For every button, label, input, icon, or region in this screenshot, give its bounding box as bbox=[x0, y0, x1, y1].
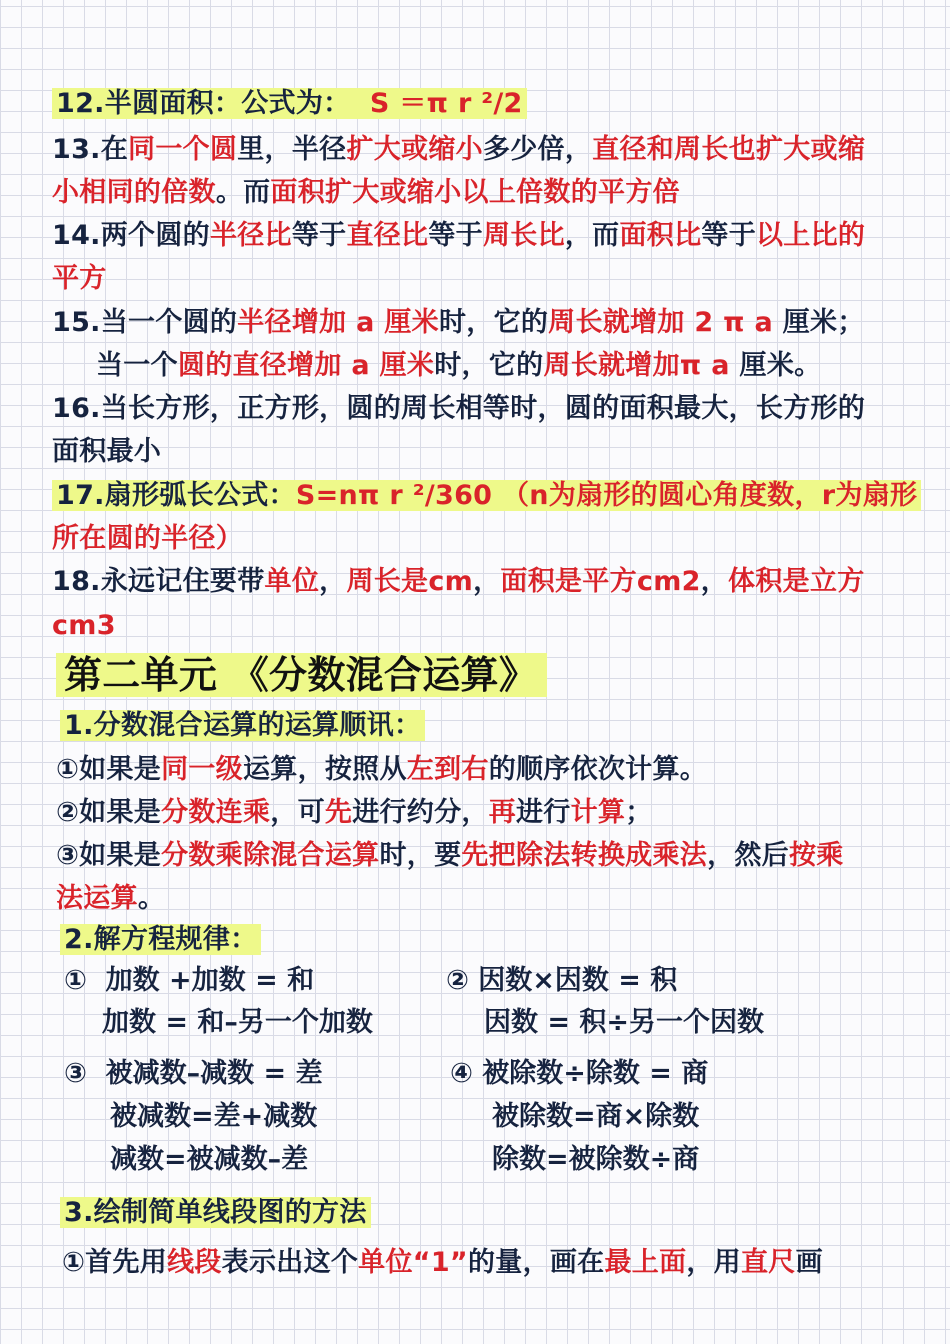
plain-text: ③如果是 bbox=[56, 840, 162, 871]
line-text bbox=[52, 610, 116, 641]
plain-text: ， bbox=[473, 566, 501, 597]
plain-text: 13.在 bbox=[52, 134, 129, 165]
note-line bbox=[56, 750, 707, 790]
note-line bbox=[60, 920, 261, 960]
line-text bbox=[56, 754, 707, 785]
line-text bbox=[52, 566, 865, 597]
emphasis-text: 圆的直径增加 a 厘米 bbox=[177, 350, 435, 381]
emphasis-text: 周长是cm bbox=[346, 566, 474, 597]
plain-text: 进行约分， bbox=[352, 797, 489, 828]
emphasis-text: 再 bbox=[488, 797, 516, 828]
plain-text: 的顺序依次计算。 bbox=[488, 754, 708, 785]
note-line bbox=[52, 303, 865, 343]
plain-text: ①如果是 bbox=[56, 754, 162, 785]
emphasis-text: 体积是立方 bbox=[728, 566, 865, 597]
line-text bbox=[52, 307, 865, 338]
emphasis-text: 周长就增加π a bbox=[543, 350, 730, 381]
emphasis-text: 小相同的倍数 bbox=[52, 177, 216, 208]
emphasis-text: cm3 bbox=[52, 610, 116, 641]
plain-text: 面积最小 bbox=[52, 436, 162, 467]
plain-text: 17.扇形弧长公式： bbox=[56, 480, 296, 511]
highlighted-text bbox=[60, 710, 425, 741]
highlighted-text bbox=[52, 480, 921, 511]
plain-text: 厘米； bbox=[773, 307, 865, 338]
emphasis-text: 按乘 bbox=[788, 840, 844, 871]
plain-text: ， bbox=[319, 566, 347, 597]
note-line bbox=[62, 1243, 823, 1283]
plain-text: 时，它的 bbox=[438, 307, 549, 338]
equation-line: ② 因数×因数 = 积 bbox=[446, 965, 678, 996]
plain-text: 第二单元 《分数混合运算》 bbox=[64, 653, 538, 697]
equation-line: ① 加数 +加数 = 和 bbox=[64, 965, 315, 996]
plain-text: 等于 bbox=[291, 220, 347, 251]
emphasis-text: 同一级 bbox=[161, 754, 243, 785]
emphasis-text: 扩大或缩小 bbox=[346, 134, 483, 165]
emphasis-text: 单位 bbox=[358, 1247, 413, 1278]
emphasis-text: 直尺 bbox=[740, 1247, 796, 1278]
plain-text: 1.分数混合运算的运算顺讯： bbox=[64, 710, 422, 741]
plain-text: 等于 bbox=[428, 220, 483, 251]
line-text bbox=[56, 883, 165, 914]
emphasis-text: 单位 bbox=[264, 566, 320, 597]
emphasis-text: 分数连乘 bbox=[161, 797, 271, 828]
note-line bbox=[52, 130, 865, 170]
note-line bbox=[52, 476, 921, 516]
emphasis-text: 法运算 bbox=[56, 883, 138, 914]
line-text bbox=[56, 840, 844, 871]
note-line bbox=[60, 1193, 371, 1233]
line-text bbox=[52, 177, 680, 208]
note-line bbox=[56, 793, 653, 833]
equation-line: 除数=被除数÷商 bbox=[492, 1144, 700, 1175]
plain-text: 表示出这个 bbox=[221, 1247, 359, 1278]
emphasis-text: 先把除法转换成乘法 bbox=[461, 840, 708, 871]
section-heading bbox=[56, 649, 547, 701]
line-text bbox=[56, 797, 653, 828]
plain-text: ，可 bbox=[270, 797, 325, 828]
equation-line: 因数 = 积÷另一个因数 bbox=[484, 1007, 765, 1038]
emphasis-text: 左到右 bbox=[406, 754, 489, 785]
emphasis-text: 面积是平方cm2 bbox=[500, 566, 701, 597]
note-line bbox=[52, 562, 865, 602]
plain-text: ，而 bbox=[564, 220, 620, 251]
plain-text: 15.当一个圆的 bbox=[52, 307, 238, 338]
emphasis-text: 计算 bbox=[570, 797, 626, 828]
emphasis-text: 线段 bbox=[167, 1247, 222, 1278]
note-line bbox=[96, 346, 821, 386]
equation-line: 减数=被减数–差 bbox=[110, 1144, 309, 1175]
plain-text: 3.绘制简单线段图的方法 bbox=[64, 1197, 367, 1228]
emphasis-text: S=nπ r ²/360 （n为扇形的圆心角度数，r为扇形 bbox=[295, 480, 918, 511]
note-line bbox=[52, 173, 680, 213]
emphasis-text: 半径比 bbox=[209, 220, 292, 251]
plain-text: 18.永远记住要带 bbox=[52, 566, 265, 597]
emphasis-text: S ＝π r ²/2 bbox=[369, 88, 523, 119]
plain-text: 。 bbox=[137, 883, 166, 914]
plain-text: 多少倍， bbox=[482, 134, 593, 165]
plain-text: 时，要 bbox=[379, 840, 462, 871]
emphasis-text: 最上面 bbox=[604, 1247, 687, 1278]
emphasis-text: 周长就增加 2 π a bbox=[548, 307, 774, 338]
highlighted-text bbox=[52, 88, 527, 119]
equation-line: ④ 被除数÷除数 = 商 bbox=[450, 1058, 709, 1089]
note-line bbox=[52, 84, 527, 124]
line-text bbox=[52, 220, 865, 251]
emphasis-text: 以上比的 bbox=[756, 220, 866, 251]
note-line bbox=[52, 519, 243, 559]
line-text bbox=[96, 350, 821, 381]
plain-text: 厘米。 bbox=[729, 350, 822, 381]
plain-text: 进行 bbox=[516, 797, 571, 828]
note-line bbox=[52, 606, 116, 646]
plain-text: ； bbox=[625, 797, 653, 828]
line-text bbox=[52, 393, 865, 424]
line-text bbox=[62, 1247, 823, 1278]
equation-line: 被除数=商×除数 bbox=[492, 1101, 700, 1132]
line-text bbox=[52, 134, 865, 165]
plain-text: 。而 bbox=[215, 177, 271, 208]
plain-text: 的量，画在 bbox=[467, 1247, 605, 1278]
note-line bbox=[52, 389, 865, 429]
plain-text: 里，半径 bbox=[237, 134, 347, 165]
plain-text: 运算，按照从 bbox=[242, 754, 407, 785]
note-line bbox=[56, 879, 165, 919]
emphasis-text: 所在圆的半径） bbox=[52, 523, 244, 554]
plain-text: ①首先用 bbox=[62, 1247, 168, 1278]
emphasis-text: 直径和周长也扩大或缩 bbox=[592, 134, 866, 165]
emphasis-text: 平方 bbox=[52, 263, 107, 294]
equation-line: 加数 = 和–另一个加数 bbox=[102, 1007, 373, 1038]
equation-line: 被减数=差+减数 bbox=[110, 1101, 318, 1132]
plain-text: ②如果是 bbox=[56, 797, 162, 828]
equation-line: ③ 被减数–减数 = 差 bbox=[64, 1058, 323, 1089]
highlighted-text bbox=[56, 653, 547, 697]
emphasis-text: “1” bbox=[412, 1247, 468, 1278]
plain-text: ， bbox=[700, 566, 729, 597]
emphasis-text: 半径增加 a 厘米 bbox=[237, 307, 439, 338]
line-text bbox=[52, 436, 161, 467]
note-line bbox=[52, 259, 107, 299]
line-text bbox=[52, 523, 243, 554]
emphasis-text: 周长比 bbox=[482, 220, 565, 251]
line-text bbox=[52, 263, 107, 294]
emphasis-text: 同一个圆 bbox=[128, 134, 238, 165]
plain-text: 等于 bbox=[701, 220, 756, 251]
note-line bbox=[56, 836, 844, 876]
plain-text: 16.当长方形，正方形，圆的周长相等时，圆的面积最大，长方形的 bbox=[52, 393, 866, 424]
note-line bbox=[52, 216, 865, 256]
note-line bbox=[60, 706, 425, 746]
plain-text: ，然后 bbox=[707, 840, 789, 871]
plain-text: ，用 bbox=[686, 1247, 741, 1278]
emphasis-text: 分数乘除混合运算 bbox=[161, 840, 380, 871]
plain-text: 14.两个圆的 bbox=[52, 220, 210, 251]
emphasis-text: 先 bbox=[324, 797, 353, 828]
plain-text: 画 bbox=[795, 1247, 823, 1278]
emphasis-text: 直径比 bbox=[346, 220, 429, 251]
note-line bbox=[52, 432, 161, 472]
plain-text: 时，它的 bbox=[434, 350, 544, 381]
highlighted-text bbox=[60, 1197, 371, 1228]
plain-text: 2.解方程规律： bbox=[64, 924, 258, 955]
highlighted-text bbox=[60, 924, 261, 955]
emphasis-text: 面积扩大或缩小以上倍数的平方倍 bbox=[270, 177, 680, 208]
emphasis-text: 面积比 bbox=[619, 220, 702, 251]
plain-text: 当一个 bbox=[96, 350, 178, 381]
plain-text: 12.半圆面积：公式为： bbox=[56, 88, 370, 119]
